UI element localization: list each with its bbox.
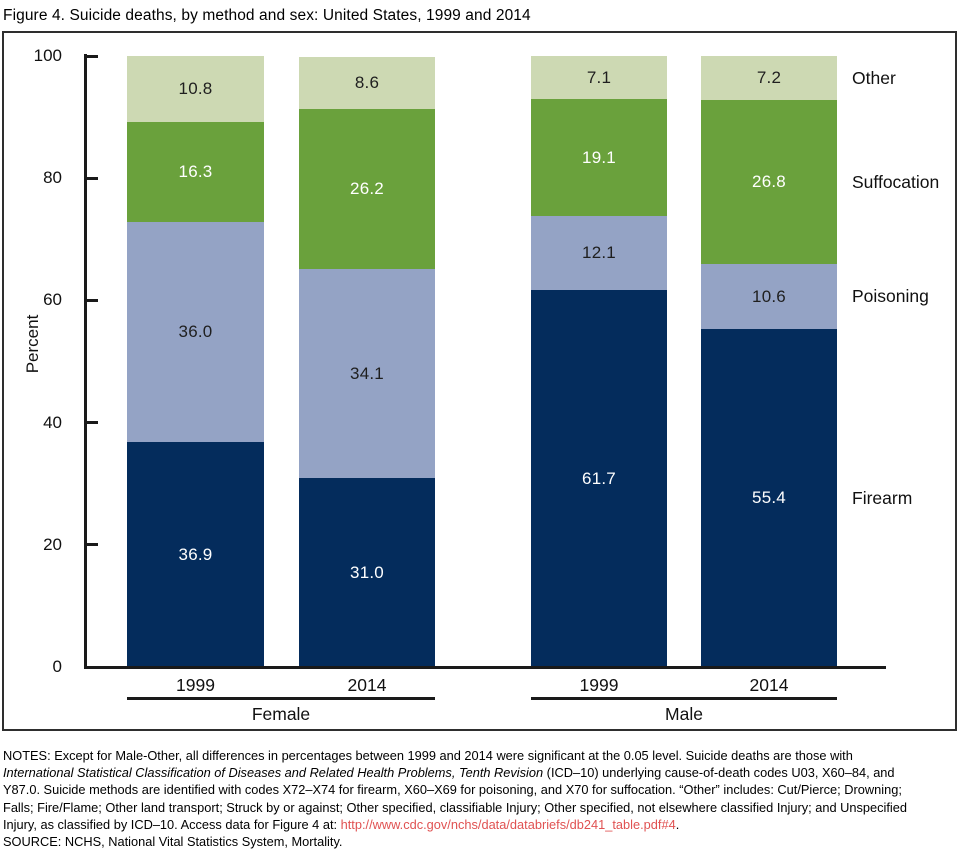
note-text: Y87.0. Suicide methods are identified with codes X72–X74 for firearm, X60–X69 for poisoning, and X70 for suffocation. “Other” includes: Cut/Pierce; Drowning; [3,782,902,798]
value-label: 26.2 [350,179,384,198]
note-text: Injury, as classified by ICD–10. Access data for Figure 4 at: [3,816,341,832]
legend-label-suffocation: Suffocation [852,172,940,192]
note-text: NOTES: Except for Male-Other, all differences in percentages between 1999 and 2014 were significant at the 0.05 level. Suicide deaths are those with [3,748,853,763]
y-tick-label: 60 [43,290,62,309]
value-label: 7.1 [586,67,612,87]
y-tick-label: 0 [52,657,62,676]
value-label: 16.3 [178,162,213,181]
note-text: SOURCE: NCHS, National Vital Statistics System, Mortality. [3,834,343,850]
value-label: 26.8 [752,172,786,191]
note-line [3,781,957,798]
x-tick-label-year: 2014 [347,675,387,695]
y-tick-label: 80 [43,168,62,187]
group-label-female: Female [251,704,311,724]
value-label: 10.8 [178,79,213,98]
note-line [3,816,957,833]
value-label: 61.7 [582,468,616,488]
y-tick-label: 100 [33,46,62,65]
note-line [3,799,957,816]
note-text: (ICD–10) underlying cause-of-death codes U03, X60–84, and [543,765,895,781]
value-label: 36.0 [178,322,213,341]
note-text: . [675,816,680,832]
note-line [3,764,957,781]
access-data-link[interactable]: http://www.cdc.gov/nchs/data/databriefs/db241_table.pdf#4 [340,816,676,832]
value-label: 12.1 [582,243,616,262]
note-text: International Statistical Classification of Diseases and Related Health Problems, Tenth Revision [3,765,544,781]
figure-title: Figure 4. Suicide deaths, by method and sex: United States, 1999 and 2014 [3,7,531,24]
value-label: 36.9 [178,544,213,564]
value-label: 55.4 [752,488,786,507]
value-label: 8.6 [354,73,380,92]
note-text: Falls; Fire/Flame; Other land transport; Struck by or against; Other specified, classifiable Injury; Other specified, not elsewhere classified Injury; and Unspecified [3,799,908,815]
x-tick-label-year: 1999 [579,675,619,695]
legend-label-firearm: Firearm [852,488,913,508]
notes-text [3,747,957,850]
chart-area [2,31,957,731]
value-label: 10.6 [752,286,786,306]
legend-layer [4,33,955,729]
x-tick-label-year: 2014 [749,675,789,695]
y-tick-label: 20 [43,535,62,554]
value-label: 34.1 [350,363,384,383]
legend-label-other: Other [852,68,896,88]
legend-label-poisoning: Poisoning [852,286,929,306]
value-label: 19.1 [582,147,616,167]
x-tick-label-year: 1999 [176,675,215,695]
note-line [3,747,957,764]
y-axis-label: Percent [23,314,42,374]
y-tick-label: 40 [43,413,62,432]
group-label-male: Male [665,704,703,724]
value-label: 31.0 [350,562,384,582]
value-label: 7.2 [756,68,782,87]
